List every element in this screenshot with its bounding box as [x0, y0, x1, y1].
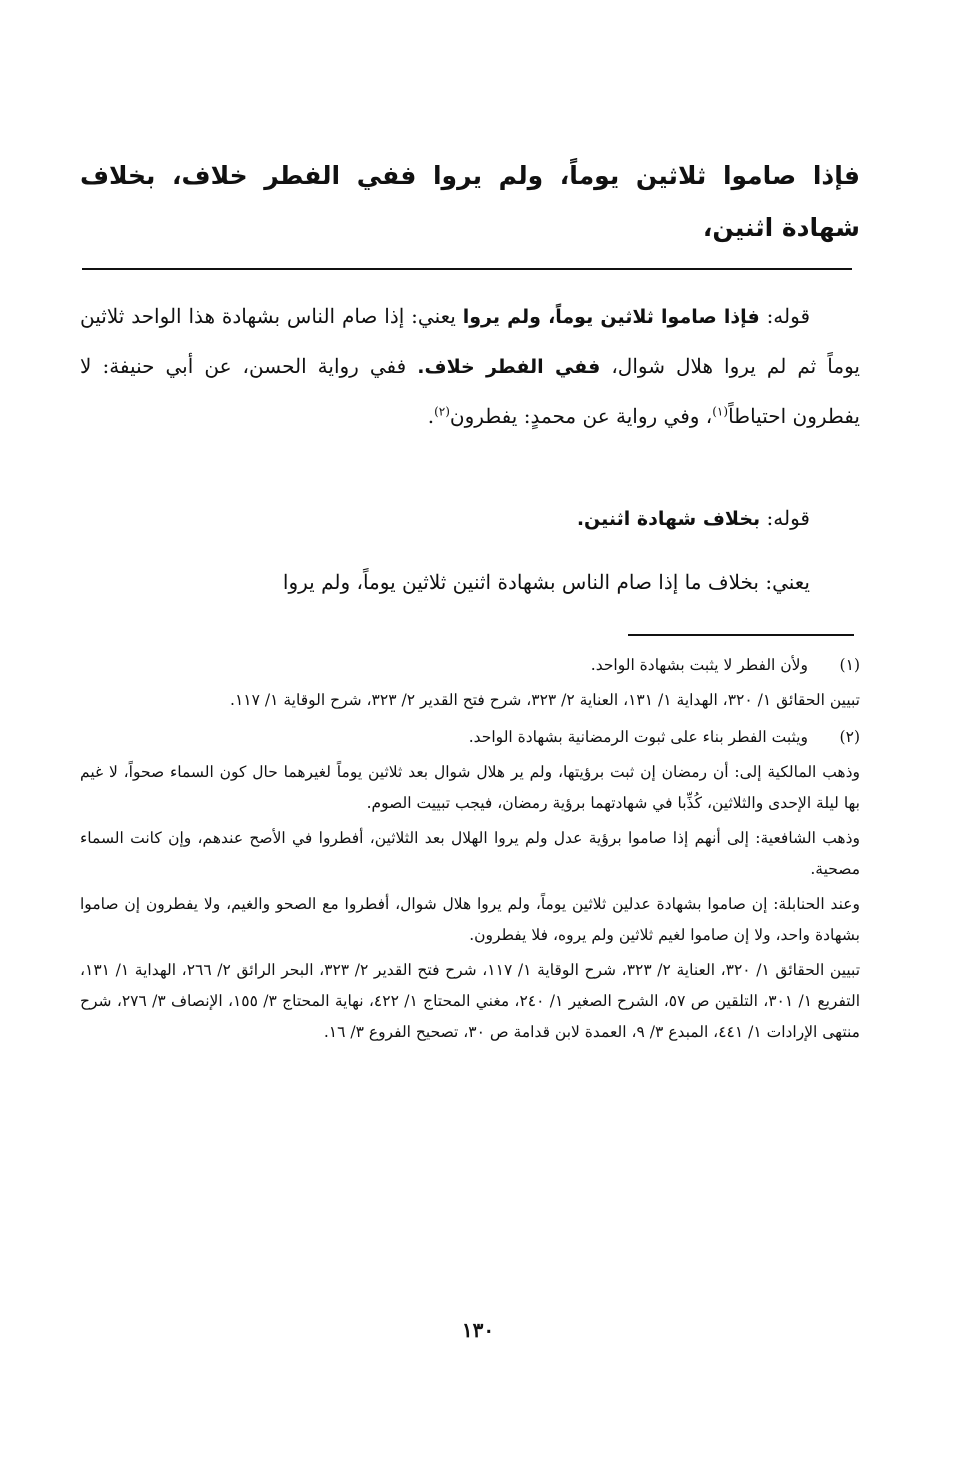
footnote-1	[80, 650, 860, 716]
quoted-matn-1: فإذا صاموا ثلاثين يوماً، ولم يروا	[462, 306, 760, 328]
quoted-matn-2: ففي الفطر خلاف.	[417, 356, 601, 378]
footnote-line: تبيين الحقائق ١/ ٣٢٠، الهداية ١/ ١٣١، العناية ٢/ ٣٢٣، شرح فتح القدير ٢/ ٣٢٣، شرح الوقاية ١/ ١١٧.	[230, 691, 860, 709]
commentary-text-4: .	[427, 404, 435, 428]
commentary-paragraph-3	[80, 558, 860, 607]
footnotes	[80, 650, 860, 1054]
footnote-ref-2[interactable]: (٢)	[434, 404, 450, 419]
footnote-line: ويثبت الفطر بناء على ثبوت الرمضانية بشهادة الواحد.	[468, 728, 808, 746]
commentary-paragraph-1	[80, 292, 860, 441]
commentary-text-2: ففي رواية الحسن، عن أبي حنيفة: لا يفطرون احتياطاً	[80, 354, 860, 428]
matn-text: فإذا صاموا ثلاثين يوماً، ولم يروا ففي الفطر خلاف، بخلاف شهادة اثنين،	[80, 161, 860, 242]
footnote-line: وعند الحنابلة: إن صاموا بشهادة عدلين ثلاثين يوماً، ولم يروا هلال شوال، أفطروا مع الصحو والغيم، ولا يفطرون إن صاموا بشهادة واحد، ولا إن صاموا لغيم ثلاثين ولم يروه، فلا يفطرون.	[80, 895, 860, 944]
commentary-intro-2: قوله:	[766, 506, 810, 530]
footnote-line: ولأن الفطر لا يثبت بشهادة الواحد.	[590, 656, 808, 674]
footnote-line: تبيين الحقائق ١/ ٣٢٠، العناية ٢/ ٣٢٣، شرح الوقاية ١/ ١١٧، شرح فتح القدير ٢/ ٣٢٣، البحر الرائق ٢/ ٢٦٦، الهداية ١/ ١٣١، التفريع ١/ ٣٠١، التلقين ص ٥٧، الشرح الصغير ١/ ٢٤٠، مغني المحتاج ١/ ٤٢٢، نهاية المحتاج ٣/ ١٥٥، الإنصاف ٣/ ٢٧٦، شرح منتهى الإرادات ١/ ٤٤١، المبدع ٣/ ٩، العمدة لابن قدامة ص ٣٠، تصحيح الفروع ٣/ ١٦.	[80, 961, 861, 1041]
commentary-text-3: ، وفي رواية عن محمدٍ: يفطرون	[449, 404, 713, 428]
commentary-text-5: يعني: بخلاف ما إذا صام الناس بشهادة اثنين ثلاثين يوماً، ولم يروا	[282, 570, 810, 594]
commentary-paragraph-2	[80, 494, 860, 544]
quoted-matn-3: بخلاف شهادة اثنين.	[576, 508, 761, 530]
footnote-ref-1[interactable]: (١)	[712, 404, 729, 419]
page-number: ١٣٠	[461, 1318, 495, 1342]
footnote-number-1: (١)	[839, 656, 860, 674]
commentary-text-1: يعني: إذا صام الناس بشهادة هذا الواحد ثلاثين يوماً ثم لم يروا هلال شوال،	[80, 304, 860, 378]
footnote-separator-rule	[628, 634, 854, 636]
footnote-line: وذهب الشافعية: إلى أنهم إذا صاموا برؤية عدل ولم يروا الهلال بعد الثلاثين، أفطروا في الأصح عندهم، وإن كانت السماء مصحية.	[80, 829, 860, 878]
footnote-line: وذهب المالكية إلى: أن رمضان إن ثبت برؤيتها، ولم ير هلال شوال بعد ثلاثين يوماً لغيرهما حال كون السماء صحواً، لا غيم بها ليلة الإحدى والثلاثين، كُذِّبا في شهادتهما برؤية رمضان، فيجب تبييت الصوم.	[80, 763, 860, 812]
footnote-number-2: (٢)	[839, 728, 860, 746]
matn-separator-rule	[82, 268, 852, 270]
footnote-2	[80, 722, 860, 1048]
commentary-intro: قوله:	[766, 304, 811, 328]
